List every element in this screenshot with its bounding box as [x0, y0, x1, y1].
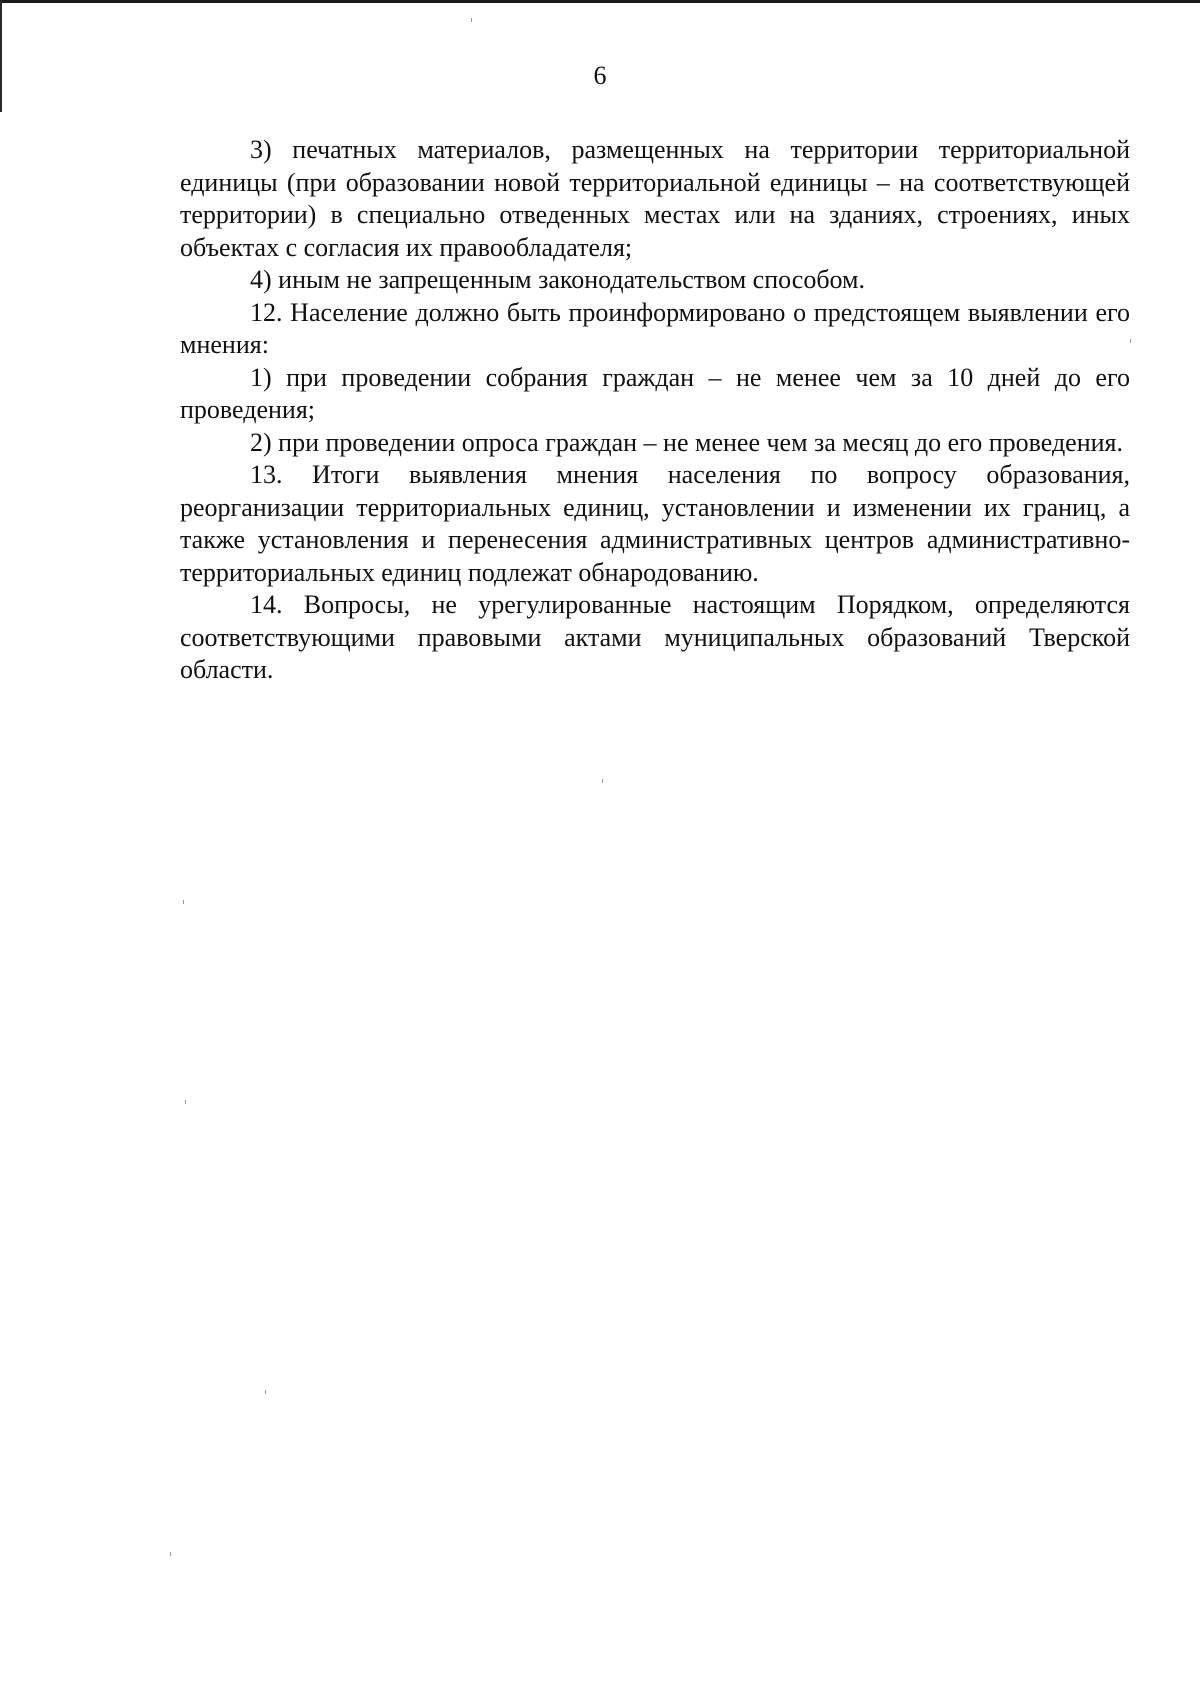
paragraph-section-13: 13. Итоги выявления мнения населения по вопросу образования, реорганизации территориальных единиц, установлении и изменении их границ, а также установления и перенесения административных центров административно-территориальных единиц подлежат обнародованию. — [180, 460, 1130, 587]
paragraph-item-1-meeting: 1) при проведении собрания граждан – не менее чем за 10 дней до его проведения; — [180, 362, 1130, 424]
paragraph-section-12: 12. Население должно быть проинформировано о предстоящем выявлении его мнения: — [180, 297, 1130, 359]
paragraph-item-4-other-methods: 4) иным не запрещенным законодательством способом. — [250, 265, 865, 294]
scan-speck — [471, 18, 472, 22]
scan-speck — [1130, 339, 1131, 343]
paragraph-section-14: 14. Вопросы, не урегулированные настоящим Порядком, определяются соответствующими правовыми актами муниципальных образований Тверской области. — [180, 590, 1130, 684]
scan-speck — [170, 1552, 171, 1556]
scan-edge-left — [0, 0, 2, 112]
scan-speck — [265, 1390, 266, 1394]
scan-speck — [183, 900, 184, 904]
scan-speck — [602, 779, 603, 783]
document-body — [180, 134, 1130, 687]
scan-speck — [185, 1100, 186, 1104]
scan-edge-top — [0, 0, 1200, 3]
paragraph-item-3-printed-materials: 3) печатных материалов, размещенных на территории территориальной единицы (при образовании новой территориальной единицы – на соответствующей территории) в специально отведенных местах или на зданиях, строениях, иных объектах с согласия их правообладателя; — [180, 135, 1130, 262]
page-number: 6 — [593, 61, 607, 90]
paragraph-item-2-survey: 2) при проведении опроса граждан – не менее чем за месяц до его проведения. — [250, 427, 1123, 457]
